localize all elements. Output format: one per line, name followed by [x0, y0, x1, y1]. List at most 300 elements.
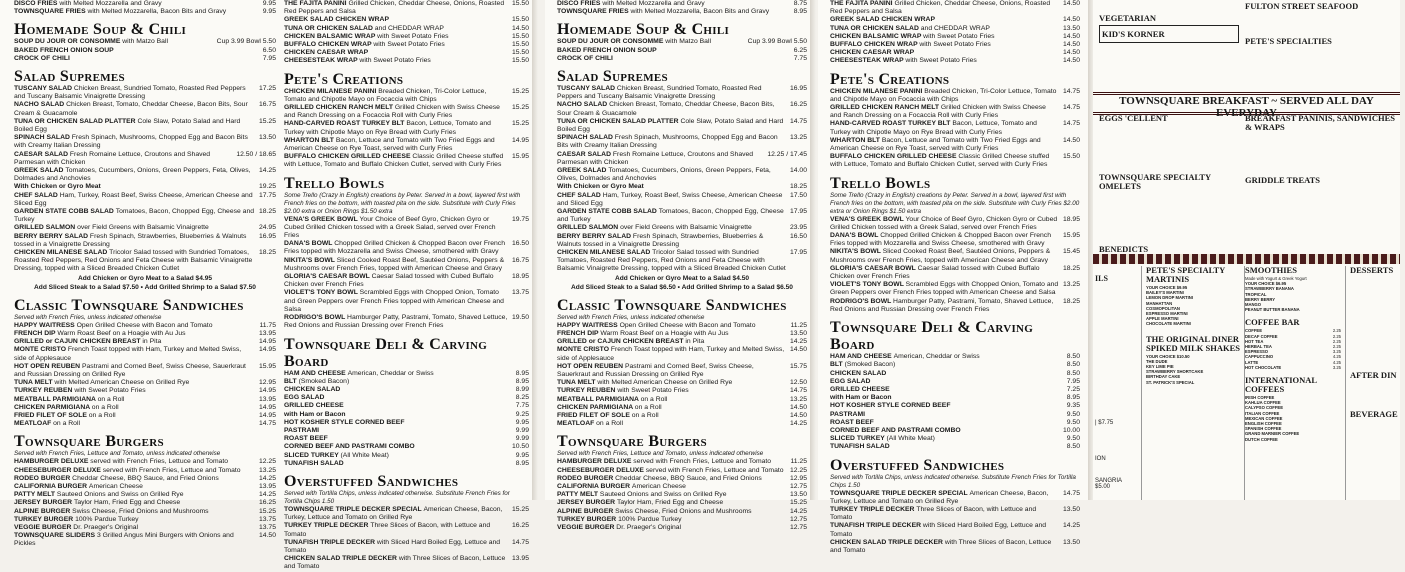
menu-item-row	[284, 522, 529, 538]
item-name: CHEESEBURGER DELUXE	[557, 466, 644, 474]
menu-item-row	[14, 208, 276, 224]
item-name: CORNED BEEF AND PASTRAMI COMBO	[284, 443, 415, 451]
menu-item-name	[284, 240, 508, 256]
item-price: 13.50	[1062, 505, 1080, 513]
menu-item-name	[14, 532, 255, 548]
item-price: 12.75	[789, 515, 807, 523]
item-price: 7.75	[793, 54, 807, 62]
menu-item-row	[284, 273, 529, 289]
menu-item-row	[557, 330, 807, 338]
section-title: BENEDICTS	[1099, 244, 1149, 254]
menu-item-name	[14, 249, 255, 274]
menu-item-name	[284, 25, 508, 33]
menu-item-name	[284, 378, 512, 386]
menu-item-row	[14, 516, 276, 524]
item-name: CHICKEN CAESAR WRAP	[284, 49, 369, 57]
menu-item-name	[14, 483, 255, 491]
menu-item-name	[830, 120, 1059, 136]
item-description: with Melted Mozzarella and Gravy	[602, 0, 705, 7]
item-price: 15.95	[1062, 232, 1080, 240]
item-description: with Melted Mozzarella, Bacon Bits and Gravy	[87, 8, 227, 16]
item-description: Grilled Chicken, Cheddar Cheese, Onions, Roasted Red Peppers and Salsa	[830, 0, 1051, 16]
menu-item-row	[557, 38, 807, 46]
menu-item-name	[830, 490, 1059, 506]
menu-column	[1245, 112, 1395, 186]
menu-item-name	[557, 499, 786, 507]
menu-item-row	[830, 370, 1080, 378]
item-description: Chicken Breast, Tomato, Cheddar Cheese, Bacon Bits, Sour Cream & Guacamole	[557, 101, 775, 117]
item-price: 24.95	[258, 224, 276, 232]
menu-item-name	[557, 404, 786, 412]
menu-item-row	[284, 49, 529, 57]
menu-item-row	[830, 137, 1080, 153]
menu-item-name	[830, 265, 1059, 281]
item-price: 17.50	[789, 191, 807, 199]
item-price: 14.25	[789, 507, 807, 515]
item-description: with Melted American Cheese on Grilled Rye	[597, 379, 733, 387]
item-price: 18.25	[258, 208, 276, 216]
item-price: 15.50	[511, 49, 529, 57]
item-description: on a Roll	[97, 395, 125, 403]
menu-item-row	[14, 233, 276, 249]
section-title-soup: Homemade Soup & Chili	[557, 21, 730, 39]
menu-item-name	[830, 419, 1063, 427]
item-name: GRILLED SALMON	[557, 224, 619, 232]
item-name: VENA'S GREEK BOWL	[284, 215, 358, 223]
menu-item-row	[284, 153, 529, 169]
item-price: 15.25	[511, 87, 529, 95]
item-name: NACHO SALAD	[557, 101, 608, 109]
item-price: 18.25	[789, 183, 807, 191]
item-description: Cole Slaw, Potato Salad and Hard Boiled Egg	[557, 117, 784, 134]
menu-item-name	[557, 458, 786, 466]
item-price: 15.25	[511, 120, 529, 128]
item-description: over Field Greens with Balsamic Vinaigrette	[77, 224, 209, 232]
item-description: with Sweet Potato Fries	[919, 41, 991, 49]
menu-item-row	[284, 435, 529, 443]
item-price: 18.25	[258, 249, 276, 257]
menu-item-row	[830, 248, 1080, 264]
item-description: Scrambled Eggs with Chopped Onion, Tomato and Green Peppers over French Fries topped with American Cheese and Salsa	[830, 281, 1059, 297]
item-price: 14.75	[511, 538, 529, 546]
item-description: with Sweet Potato Fries	[373, 41, 445, 49]
menu-item-name	[284, 216, 508, 241]
item-price: 12.95	[789, 474, 807, 482]
item-description: on a Roll	[91, 403, 119, 411]
item-name: KAHLUA COFFEE	[1245, 400, 1281, 406]
menu-item-name	[284, 289, 508, 314]
top-items	[830, 0, 1080, 66]
item-description: Caesar Salad tossed with Cubed Buffalo Chicken over French Fries	[284, 273, 494, 289]
item-name: DANA'S BOWL	[830, 232, 879, 240]
item-name: THE FAJITA PANINI	[284, 0, 347, 7]
menu-item-name	[284, 137, 508, 153]
menu-item-name	[14, 346, 255, 362]
section-title-burgers: Townsquare Burgers	[14, 433, 164, 451]
item-description: Grilled Chicken with Swiss Cheese and Ranch Dressing on a Focaccia Roll with Curly Fries	[284, 104, 500, 120]
menu-item-name	[284, 49, 508, 57]
dinner-specials-section	[1093, 0, 1400, 92]
item-price: 14.25	[258, 491, 276, 499]
item-name: THE DUDE	[1146, 358, 1168, 364]
menu-item-row	[14, 183, 276, 191]
menu-item-name	[284, 394, 512, 402]
item-description: Warm Roast Beef on a Hoagie with Au Jus	[600, 329, 729, 337]
item-name: RODRIGO'S BOWL	[284, 314, 346, 322]
item-name: CHICKEN PARMIGIANA	[14, 403, 90, 411]
menu-item-row	[284, 394, 529, 402]
item-name: STRAWBERRY SHORTCAKE	[1146, 369, 1204, 375]
item-name: MEATBALL PARMIGIANA	[557, 395, 639, 403]
menu-item-row	[14, 38, 276, 46]
menu-item-row	[830, 443, 1080, 451]
item-description: Bacon, Lettuce and Tomato with Two Fried Eggs and American Cheese on Rye Toast, served with Curly Fries	[830, 136, 1041, 153]
item-name: CHICKEN MILANESE SALAD	[14, 249, 108, 257]
menu-page-b	[545, 0, 810, 531]
item-name: KEY LIME PIE	[1146, 364, 1174, 370]
item-name: MEXICAN COFFEE	[1245, 415, 1283, 421]
menu-item-name	[557, 118, 786, 134]
item-description: Breaded Chicken, Tri-Color Lettuce, Tomato and Chipotle Mayo on Focaccia with Chips	[830, 87, 1057, 103]
item-price: 13.95	[258, 482, 276, 490]
menu-item-row	[557, 134, 807, 150]
item-name: SOUP DU JOUR OR CONSOMME	[14, 38, 121, 46]
menu-item-name	[557, 0, 790, 8]
menu-item-name	[14, 192, 255, 208]
item-name: CHICKEN SALAD	[830, 369, 887, 377]
item-price: 11.75	[259, 321, 276, 329]
item-price: 7.25	[1066, 385, 1080, 393]
menu-item-name	[284, 460, 512, 468]
menu-item-name	[14, 338, 255, 346]
item-name: BLT	[284, 377, 297, 385]
item-name: HOT CHOCOLATE	[1245, 364, 1282, 370]
section-subtitle: Served with French Fries, unless indicated otherwise	[14, 313, 162, 321]
item-price: 14.50	[258, 532, 276, 540]
item-name: with Ham or Bacon	[830, 394, 892, 402]
item-description: Three Slices of Bacon, with Lettuce and Tomato	[284, 522, 491, 538]
item-name: HAM AND CHEESE	[830, 353, 892, 361]
item-name: BERRY BERRY	[1245, 296, 1276, 302]
item-price: 12.75	[789, 482, 807, 490]
menu-item-row	[830, 49, 1080, 57]
item-description: 100% Pardue Turkey	[618, 515, 682, 523]
item-description: Tomatoes, Cucumbers, Onions, Green Peppers, Feta, Olives, Dolmades and Anchovies	[557, 167, 771, 183]
item-name: FRENCH DIP	[14, 329, 56, 337]
item-name: HAND-CARVED ROAST TURKEY BLT	[284, 120, 405, 128]
item-description: with Three Slices of Bacon, Lettuce and Tomato	[284, 555, 506, 571]
section-title: VEGETARIAN	[1099, 13, 1156, 23]
menu-item-row	[14, 0, 276, 8]
item-price: 13.50	[258, 134, 276, 142]
item-name: GREEK SALAD	[557, 167, 607, 175]
menu-item-row	[830, 394, 1080, 402]
menu-item-row	[284, 240, 529, 256]
item-price: 15.95	[511, 153, 529, 161]
item-description: Cheddar Cheese, BBQ Sauce, and Fried Onions	[72, 474, 219, 482]
menu-item-row	[830, 25, 1080, 33]
menu-item-name	[284, 88, 508, 104]
item-price: 16.75	[258, 101, 276, 109]
menu-item-row	[557, 85, 807, 101]
item-name: MANGO	[1245, 302, 1262, 308]
section-title-deli: Townsquare Deli & Carving Board	[284, 335, 488, 370]
item-name: DUTCH COFFEE	[1245, 436, 1278, 442]
menu-item-name	[830, 394, 1063, 402]
menu-item-name	[284, 33, 508, 41]
menu-item-row	[284, 120, 529, 136]
section-title: KID'S KORNER	[1102, 29, 1165, 39]
item-price: 18.95	[511, 273, 529, 281]
salad-addon-note: Add Sliced Steak to a Salad $6.50 • Add Grilled Shrimp to a Salad $6.50	[571, 283, 793, 291]
item-price: 14.25	[1062, 522, 1080, 530]
menu-item-name	[557, 379, 786, 387]
item-name: CHICKEN SALAD TRIPLE DECKER	[284, 555, 397, 563]
item-description: American Cheese	[631, 482, 686, 490]
menu-item-row	[284, 506, 529, 522]
menu-item-name	[557, 524, 786, 532]
item-description: Sliced Cooked Roast Beef, Sautéed Onions, Peppers & Mushrooms over French Fries, topped with American Cheese and Gravy	[830, 248, 1051, 264]
menu-item-row	[284, 57, 529, 65]
item-price: 14.95	[258, 387, 276, 395]
item-name: ESPRESSO	[1245, 349, 1269, 355]
menu-item-name	[830, 57, 1059, 65]
item-name: CHICKEN MILANESE PANINI	[284, 87, 377, 95]
section-title-burgers: Townsquare Burgers	[557, 433, 707, 451]
menu-item-name	[14, 183, 255, 191]
menu-item-row	[14, 420, 276, 428]
menu-item-name	[830, 49, 1059, 57]
item-name: PEANUT BUTTER BANANA	[1245, 307, 1300, 313]
item-name: SPANISH COFFEE	[1245, 426, 1282, 432]
item-name: CHEESEBURGER DELUXE	[14, 466, 101, 474]
item-description: Chicken Breast, Sundried Tomato, Roasted Red Peppers and Tuscany Balsamic Vinaigrette Dressing	[557, 85, 762, 101]
section-subtitle: Some Trello (Crazy in English) creations by Peter. Served in a bowl, layered first with French fries on the bottom, with toasted pita on the side. Substitute with Curly Fries $2.00 extra or Onion Rings $1.50 extra	[830, 191, 1080, 215]
item-description: American, Cheddar or Swiss	[893, 353, 980, 361]
item-price: 4.25	[1332, 354, 1341, 360]
item-price: 14.95	[258, 403, 276, 411]
menu-item-row	[284, 402, 529, 410]
item-description: served with French Fries, Lettuce and Tomato	[102, 466, 241, 474]
menu-item-name	[14, 420, 255, 428]
item-price: 18.25	[1062, 264, 1080, 272]
item-price: Cup 3.99 Bowl 5.50	[747, 38, 807, 46]
item-name: THE FAJITA PANINI	[830, 0, 893, 7]
item-description: served with French Fries, Lettuce and Tomato	[633, 458, 772, 466]
item-description: Ham, Turkey, Roast Beef, Swiss Cheese, American Cheese and Sliced Egg	[14, 191, 253, 207]
item-name: SOUP DU JOUR OR CONSOMME	[557, 38, 664, 46]
item-price: 15.50	[511, 41, 529, 49]
item-price: 8.95	[515, 459, 529, 467]
mini-list-item	[1245, 307, 1341, 312]
item-price: 16.50	[789, 232, 807, 240]
item-price: 2.25	[1332, 333, 1341, 339]
item-price: 14.00	[789, 167, 807, 175]
menu-page-c	[818, 0, 1088, 554]
menu-item-row	[14, 330, 276, 338]
menu-item-name	[284, 402, 512, 410]
breakfast-section	[1093, 112, 1400, 252]
menu-item-row	[14, 404, 276, 412]
menu-item-name	[14, 412, 255, 420]
menu-item-name	[830, 33, 1059, 41]
menu-item-name	[830, 370, 1063, 378]
menu-item-name	[14, 151, 232, 167]
item-price: 14.75	[1062, 489, 1080, 497]
item-name: DANA'S BOWL	[284, 240, 333, 248]
menu-item-name	[830, 281, 1059, 297]
section-title: DESSERTS	[1350, 265, 1394, 275]
item-price: 19.50	[511, 314, 529, 322]
menu-item-row	[557, 420, 807, 428]
menu-item-name	[284, 57, 508, 65]
menu-item-name	[14, 330, 255, 338]
item-name: RODEO BURGER	[14, 474, 71, 482]
item-price: 12.75	[789, 523, 807, 531]
item-price: 17.95	[789, 208, 807, 216]
item-price: 9.99	[515, 435, 529, 443]
menu-item-name	[830, 378, 1063, 386]
item-name: ENGLISH COFFEE	[1245, 421, 1282, 427]
menu-item-name	[14, 167, 255, 183]
section-title-salads: Salad Supremes	[557, 68, 668, 86]
menu-item-row	[830, 411, 1080, 419]
item-name: APPLE MARTINI	[1146, 316, 1179, 322]
item-price: 15.50	[511, 57, 529, 65]
menu-item-name	[284, 427, 512, 435]
item-name: PASTRAMI	[830, 410, 865, 418]
menu-item-name	[830, 0, 1059, 16]
top-items	[557, 0, 807, 16]
item-price: 15.25	[511, 104, 529, 112]
shake-list	[1146, 359, 1244, 385]
item-name: CROCK OF CHILI	[557, 54, 613, 62]
item-name: TROPICAL	[1245, 291, 1267, 297]
menu-item-row	[14, 532, 276, 548]
item-price: 8.50	[1066, 361, 1080, 369]
item-price: 15.45	[1062, 248, 1080, 256]
section-title: SMOOTHIES	[1245, 265, 1297, 275]
menu-item-name	[284, 506, 508, 522]
menu-column	[1141, 266, 1245, 500]
item-name: CHICKEN SALAD TRIPLE DECKER	[830, 538, 943, 546]
item-name: CHICKEN SALAD	[284, 385, 341, 393]
menu-item-name	[557, 475, 786, 483]
menu-item-name	[830, 411, 1063, 419]
item-name: TUNA OR CHICKEN SALAD PLATTER	[14, 117, 136, 125]
menu-item-row	[284, 314, 529, 330]
item-name: ST. PATRICK'S SPECIAL	[1146, 379, 1195, 385]
section-title-overstuffed: Overstuffed Sandwiches	[284, 472, 459, 490]
item-name: TUNAFISH TRIPLE DECKER	[284, 538, 376, 546]
item-description: Scrambled Eggs with Chopped Onion, Tomato and Green Peppers over French Fries topped with American Cheese and Salsa	[284, 289, 504, 313]
item-description: American Cheese, Bacon, Turkey, Lettuce and Tomato on Grilled Rye	[284, 505, 503, 522]
item-name: CHEF SALAD	[557, 191, 601, 199]
item-description: Taylor Ham, Fried Egg and Cheese	[616, 499, 724, 507]
item-name: RODRIGO'S BOWL	[830, 297, 892, 305]
menu-item-name	[284, 0, 508, 16]
menu-item-row	[284, 0, 529, 16]
item-name: GRAND MARNIER COFFEE	[1245, 431, 1300, 437]
item-description: Cheddar Cheese, BBQ Sauce, and Fried Onions	[615, 474, 762, 482]
menu-item-row	[14, 499, 276, 507]
item-description: Open Grilled Cheese with Bacon and Tomato	[76, 321, 213, 329]
item-price: 15.50	[511, 32, 529, 40]
item-price: 8.50	[1066, 353, 1080, 361]
menu-item-name	[284, 314, 508, 330]
menu-item-row	[557, 379, 807, 387]
menu-item-name	[830, 539, 1059, 555]
menu-item-row	[830, 120, 1080, 136]
item-name: ALPINE BURGER	[557, 507, 614, 515]
item-description: Fresh Spinach, Mushrooms, Chopped Egg and Bacon Bits with Creamy Italian Dressing	[557, 134, 778, 150]
salad-addon-note: Add Chicken or Gyro Meat to a Salad $4.50	[614, 274, 750, 282]
item-price: 18.25	[1062, 297, 1080, 305]
item-name: HAMBURGER DELUXE	[14, 458, 89, 466]
menu-item-row	[284, 41, 529, 49]
item-description: French Toast topped with Ham, Turkey and Melted Swiss, side of Applesauce	[14, 346, 242, 362]
menu-item-row	[830, 88, 1080, 104]
item-name: MANHATTAN	[1146, 300, 1173, 306]
menu-item-name	[557, 192, 786, 208]
menu-item-row	[14, 387, 276, 395]
item-price: 11.25	[790, 458, 807, 466]
menu-column	[284, 0, 529, 571]
item-price: 13.25	[258, 466, 276, 474]
menu-item-name	[14, 491, 255, 499]
item-name: CROCK OF CHILI	[14, 54, 70, 62]
menu-item-name	[557, 412, 786, 420]
menu-item-row	[284, 289, 529, 314]
item-name: EGG SALAD	[830, 377, 871, 385]
item-name: With Chicken or Gyro Meat	[14, 183, 101, 191]
item-description: American Cheese	[88, 482, 143, 490]
menu-item-name	[14, 47, 259, 55]
item-price: 16.95	[258, 232, 276, 240]
menu-item-name	[557, 508, 786, 516]
item-price: 13.25	[789, 395, 807, 403]
item-name: ITALIAN COFFEE	[1245, 410, 1280, 416]
menu-item-row	[284, 411, 529, 419]
item-description: Tomatoes, Bacon, Chopped Egg, Cheese and Turkey	[557, 208, 784, 224]
item-price: 18.95	[1062, 215, 1080, 223]
menu-item-row	[830, 539, 1080, 555]
item-name: COSMOPOLITAN	[1146, 305, 1180, 311]
item-name: ROAST BEEF	[830, 418, 874, 426]
item-name: BAKED FRENCH ONION SOUP	[14, 46, 114, 54]
menu-item-name	[557, 346, 786, 362]
menu-item-name	[830, 248, 1059, 264]
menu-item-row	[557, 508, 807, 516]
menu-item-row	[557, 524, 807, 532]
item-name: BAILEY'S MARTINI	[1146, 290, 1184, 296]
menu-item-row	[14, 458, 276, 466]
menu-item-name	[557, 387, 786, 395]
item-name: NIKITA'S BOWL	[284, 256, 335, 264]
item-description: with Sweet Potato Fries	[359, 57, 431, 65]
menu-item-row	[830, 265, 1080, 281]
menu-item-name	[14, 322, 255, 330]
menu-item-row	[557, 483, 807, 491]
menu-item-row	[830, 386, 1080, 394]
item-description: with Melted Mozzarella and Gravy	[59, 0, 162, 7]
item-price: 9.35	[1066, 402, 1080, 410]
item-name: LEMON DROP MARTINI	[1146, 295, 1193, 301]
item-price: 14.50	[789, 411, 807, 419]
item-price: 15.50	[511, 0, 529, 7]
item-price: 17.75	[258, 191, 276, 199]
menu-item-row	[284, 137, 529, 153]
